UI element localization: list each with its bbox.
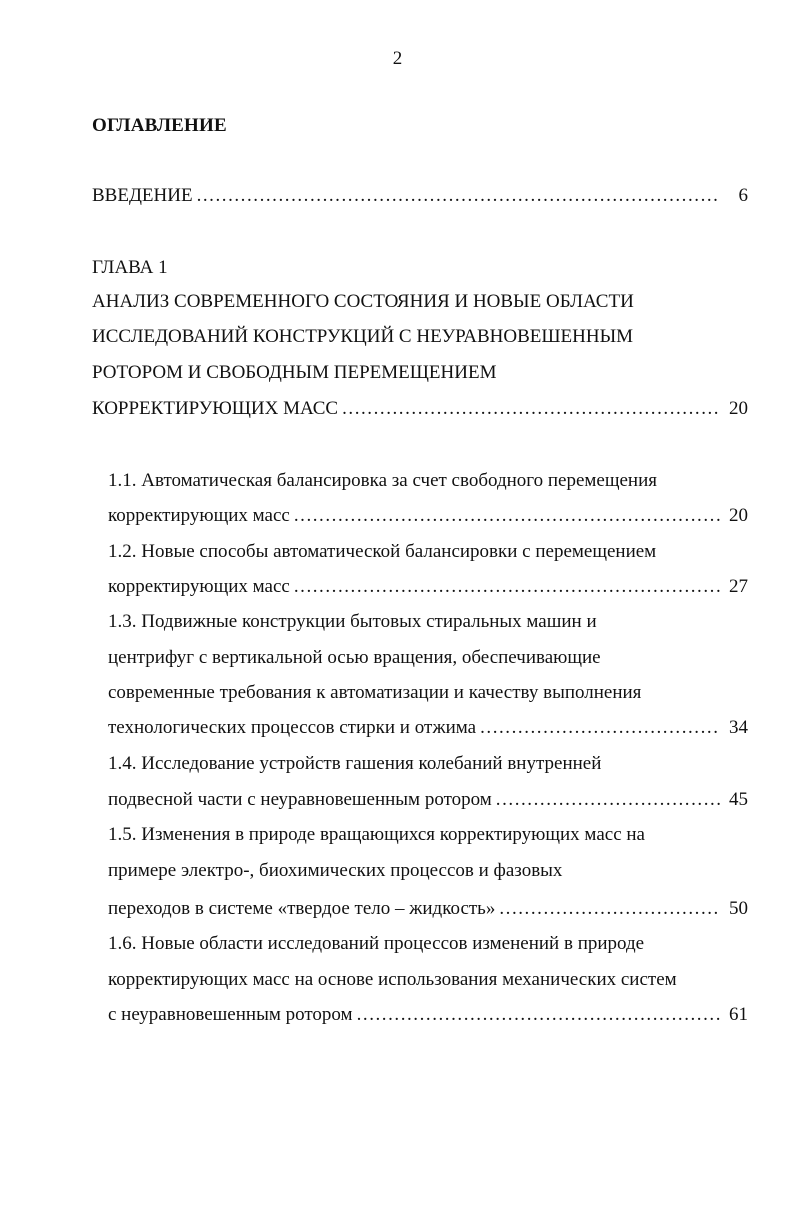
dot-leader bbox=[294, 503, 720, 529]
section-line: центрифуг с вертикальной осью вращения, обеспечивающие bbox=[108, 647, 601, 668]
toc-entry-section-1-5[interactable] bbox=[108, 896, 748, 922]
dot-leader bbox=[499, 896, 720, 922]
section-line: корректирующих масс на основе использования механических систем bbox=[108, 969, 677, 990]
section-line: современные требования к автоматизации и качеству выполнения bbox=[108, 682, 642, 703]
entry-text: подвесной части с неуравновешенным ротором bbox=[108, 789, 492, 810]
toc-entry-section-1-3[interactable] bbox=[108, 715, 748, 741]
chapter-title-line: РОТОРОМ И СВОБОДНЫМ ПЕРЕМЕЩЕНИЕМ bbox=[92, 362, 497, 383]
toc-entry-section-1-1[interactable] bbox=[108, 503, 748, 529]
toc-entry-section-1-2[interactable] bbox=[108, 574, 748, 600]
dot-leader bbox=[197, 183, 720, 209]
entry-page: 6 bbox=[738, 185, 748, 206]
dot-leader bbox=[480, 715, 720, 741]
chapter-title-line: ИССЛЕДОВАНИЙ КОНСТРУКЦИЙ С НЕУРАВНОВЕШЕННЫМ bbox=[92, 326, 634, 347]
toc-entry-section-1-4[interactable] bbox=[108, 787, 748, 813]
toc-entry-section-1-6[interactable] bbox=[108, 1002, 748, 1028]
page-number: 2 bbox=[392, 48, 403, 69]
toc-title: ОГЛАВЛЕНИЕ bbox=[92, 115, 227, 136]
entry-page: 34 bbox=[729, 717, 748, 738]
section-line: примере электро-, биохимических процессов и фазовых bbox=[108, 860, 563, 881]
entry-text: технологических процессов стирки и отжима bbox=[108, 717, 477, 738]
entry-page: 50 bbox=[729, 898, 748, 919]
entry-text: переходов в системе «твердое тело – жидкость» bbox=[108, 898, 496, 919]
dot-leader bbox=[342, 396, 720, 422]
section-line: 1.4. Исследование устройств гашения колебаний внутренней bbox=[108, 753, 602, 774]
entry-page: 20 bbox=[729, 398, 748, 419]
section-line: 1.3. Подвижные конструкции бытовых стиральных машин и bbox=[108, 611, 597, 632]
entry-text: ВВЕДЕНИЕ bbox=[92, 185, 193, 206]
entry-text: корректирующих масс bbox=[108, 505, 290, 526]
section-line: 1.5. Изменения в природе вращающихся корректирующих масс на bbox=[108, 824, 645, 845]
chapter-label: ГЛАВА 1 bbox=[92, 257, 168, 278]
section-line: 1.1. Автоматическая балансировка за счет свободного перемещения bbox=[108, 470, 657, 491]
section-line: 1.2. Новые способы автоматической балансировки с перемещением bbox=[108, 541, 657, 562]
toc-entry-introduction[interactable] bbox=[92, 183, 748, 209]
dot-leader bbox=[496, 787, 720, 813]
entry-text: с неуравновешенным ротором bbox=[108, 1004, 353, 1025]
toc-entry-chapter-1[interactable] bbox=[92, 396, 748, 422]
chapter-title-line: АНАЛИЗ СОВРЕМЕННОГО СОСТОЯНИЯ И НОВЫЕ ОБЛАСТИ bbox=[92, 291, 634, 312]
section-line: 1.6. Новые области исследований процессов изменений в природе bbox=[108, 933, 645, 954]
dot-leader bbox=[357, 1002, 720, 1028]
entry-page: 20 bbox=[729, 505, 748, 526]
dot-leader bbox=[294, 574, 720, 600]
entry-page: 61 bbox=[729, 1004, 748, 1025]
entry-page: 45 bbox=[729, 789, 748, 810]
entry-page: 27 bbox=[729, 576, 748, 597]
entry-text: корректирующих масс bbox=[108, 576, 290, 597]
entry-text: КОРРЕКТИРУЮЩИХ МАСС bbox=[92, 398, 339, 419]
